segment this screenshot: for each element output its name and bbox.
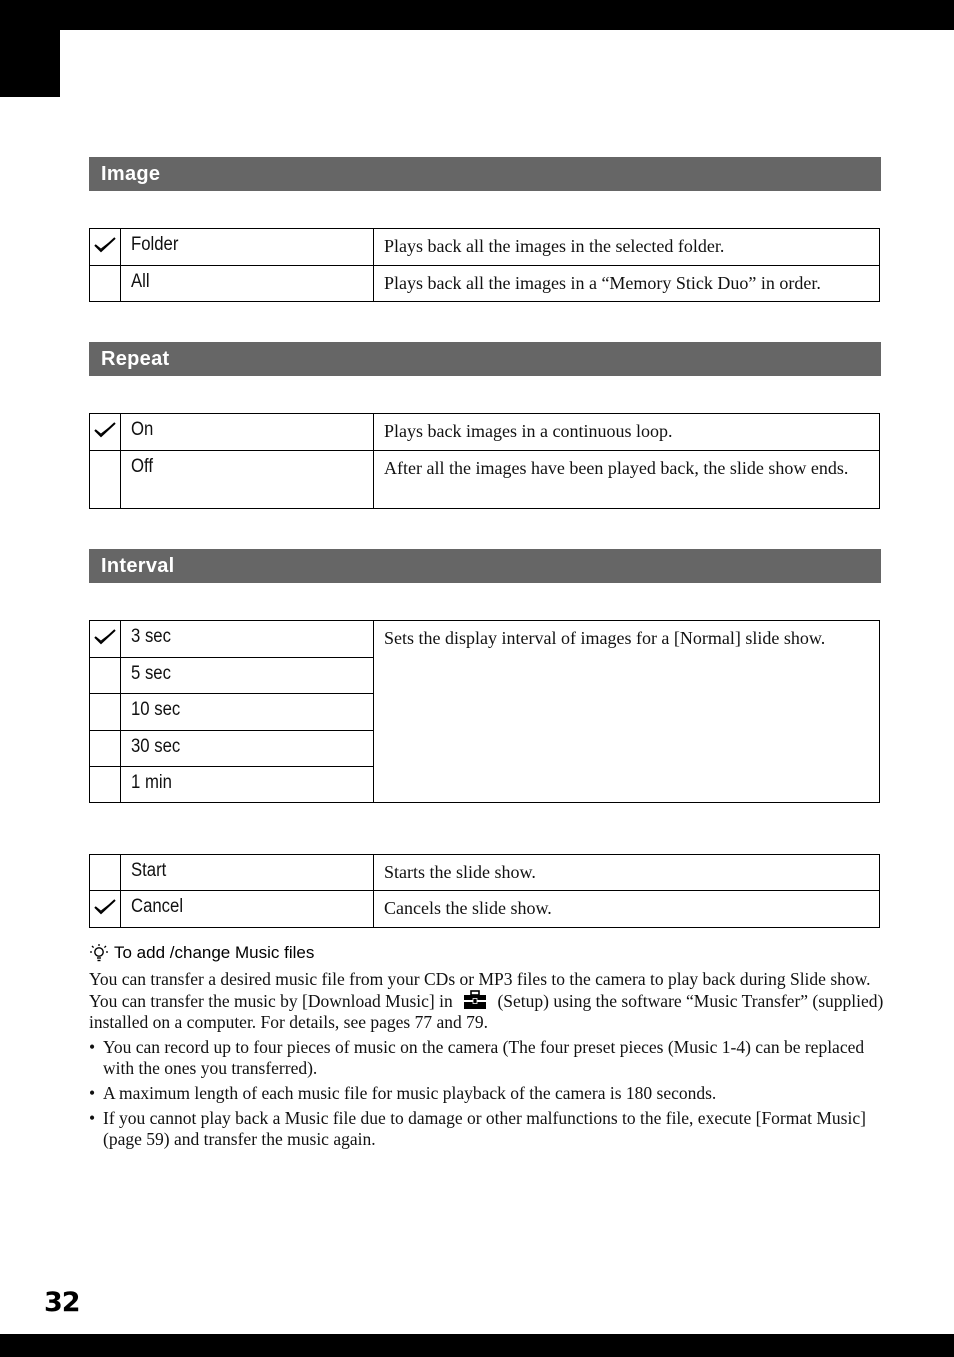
repeat-options-table <box>89 413 880 509</box>
default-mark-cell <box>90 731 121 767</box>
hint-bullets <box>89 1037 884 1150</box>
option-name: 3 sec <box>121 621 374 658</box>
default-mark-cell <box>90 266 121 302</box>
option-description: Starts the slide show. <box>374 855 880 891</box>
default-mark-cell <box>90 855 121 891</box>
option-description: Sets the display interval of images for a [Normal] slide show. <box>374 621 880 803</box>
option-description: Cancels the slide show. <box>374 891 880 928</box>
table-row <box>90 891 880 928</box>
option-description: Plays back all the images in the selected folder. <box>374 229 880 266</box>
start-cancel-table <box>89 854 880 928</box>
list-item: • If you cannot play back a Music file due to damage or other malfunctions to the file, execute [Format Music] (page 59) and transfer the music again. <box>89 1108 884 1150</box>
default-mark-cell <box>90 767 121 803</box>
option-name: Off <box>121 451 374 509</box>
corner-tab <box>0 0 60 97</box>
section-header-image: Image <box>89 157 881 191</box>
table-row <box>90 451 880 509</box>
check-mark-icon <box>94 629 116 645</box>
check-mark-icon <box>94 237 116 253</box>
table-row <box>90 266 880 302</box>
list-item: • You can record up to four pieces of music on the camera (The four preset pieces (Music 1-4) can be replaced with the ones you transferred). <box>89 1037 884 1079</box>
hint-paragraph: You can transfer a desired music file from your CDs or MP3 files to the camera to play back during Slide show. You can transfer the music by [Download Music] in (Setup) using the software “Music Transfer” (supplied) installed on a computer. For details, see pages 77 and 79. <box>89 969 884 1032</box>
option-name: Cancel <box>121 891 374 928</box>
image-options-table <box>89 228 880 302</box>
bottom-black-bar <box>0 1334 954 1357</box>
page-number: 32 <box>44 1287 80 1318</box>
default-mark-cell <box>90 451 121 509</box>
default-mark-cell <box>90 414 121 451</box>
hint-title-text: To add /change Music files <box>114 943 315 962</box>
hint-body <box>89 969 884 1154</box>
default-mark-cell <box>90 621 121 658</box>
section-header-repeat: Repeat <box>89 342 881 376</box>
check-mark-icon <box>94 899 116 915</box>
table-row <box>90 229 880 266</box>
list-item: • A maximum length of each music file for music playback of the camera is 180 seconds. <box>89 1083 884 1104</box>
interval-options-table <box>89 620 880 803</box>
default-mark-cell <box>90 229 121 266</box>
option-name: On <box>121 414 374 451</box>
table-row <box>90 621 880 658</box>
hint-title <box>89 943 314 963</box>
option-name: All <box>121 266 374 302</box>
section-header-interval: Interval <box>89 549 881 583</box>
option-description: Plays back all the images in a “Memory Stick Duo” in order. <box>374 266 880 302</box>
check-mark-icon <box>94 422 116 438</box>
option-name: Start <box>121 855 374 891</box>
toolbox-setup-icon <box>463 990 487 1010</box>
option-description: Plays back images in a continuous loop. <box>374 414 880 451</box>
default-mark-cell <box>90 694 121 731</box>
default-mark-cell <box>90 658 121 694</box>
table-row <box>90 414 880 451</box>
option-name: 10 sec <box>121 694 374 731</box>
table-row <box>90 855 880 891</box>
top-black-bar <box>0 0 954 30</box>
option-name: 5 sec <box>121 658 374 694</box>
option-name: 1 min <box>121 767 374 803</box>
option-description: After all the images have been played back, the slide show ends. <box>374 451 880 509</box>
default-mark-cell <box>90 891 121 928</box>
option-name: 30 sec <box>121 731 374 767</box>
option-name: Folder <box>121 229 374 266</box>
lightbulb-icon <box>89 943 109 963</box>
